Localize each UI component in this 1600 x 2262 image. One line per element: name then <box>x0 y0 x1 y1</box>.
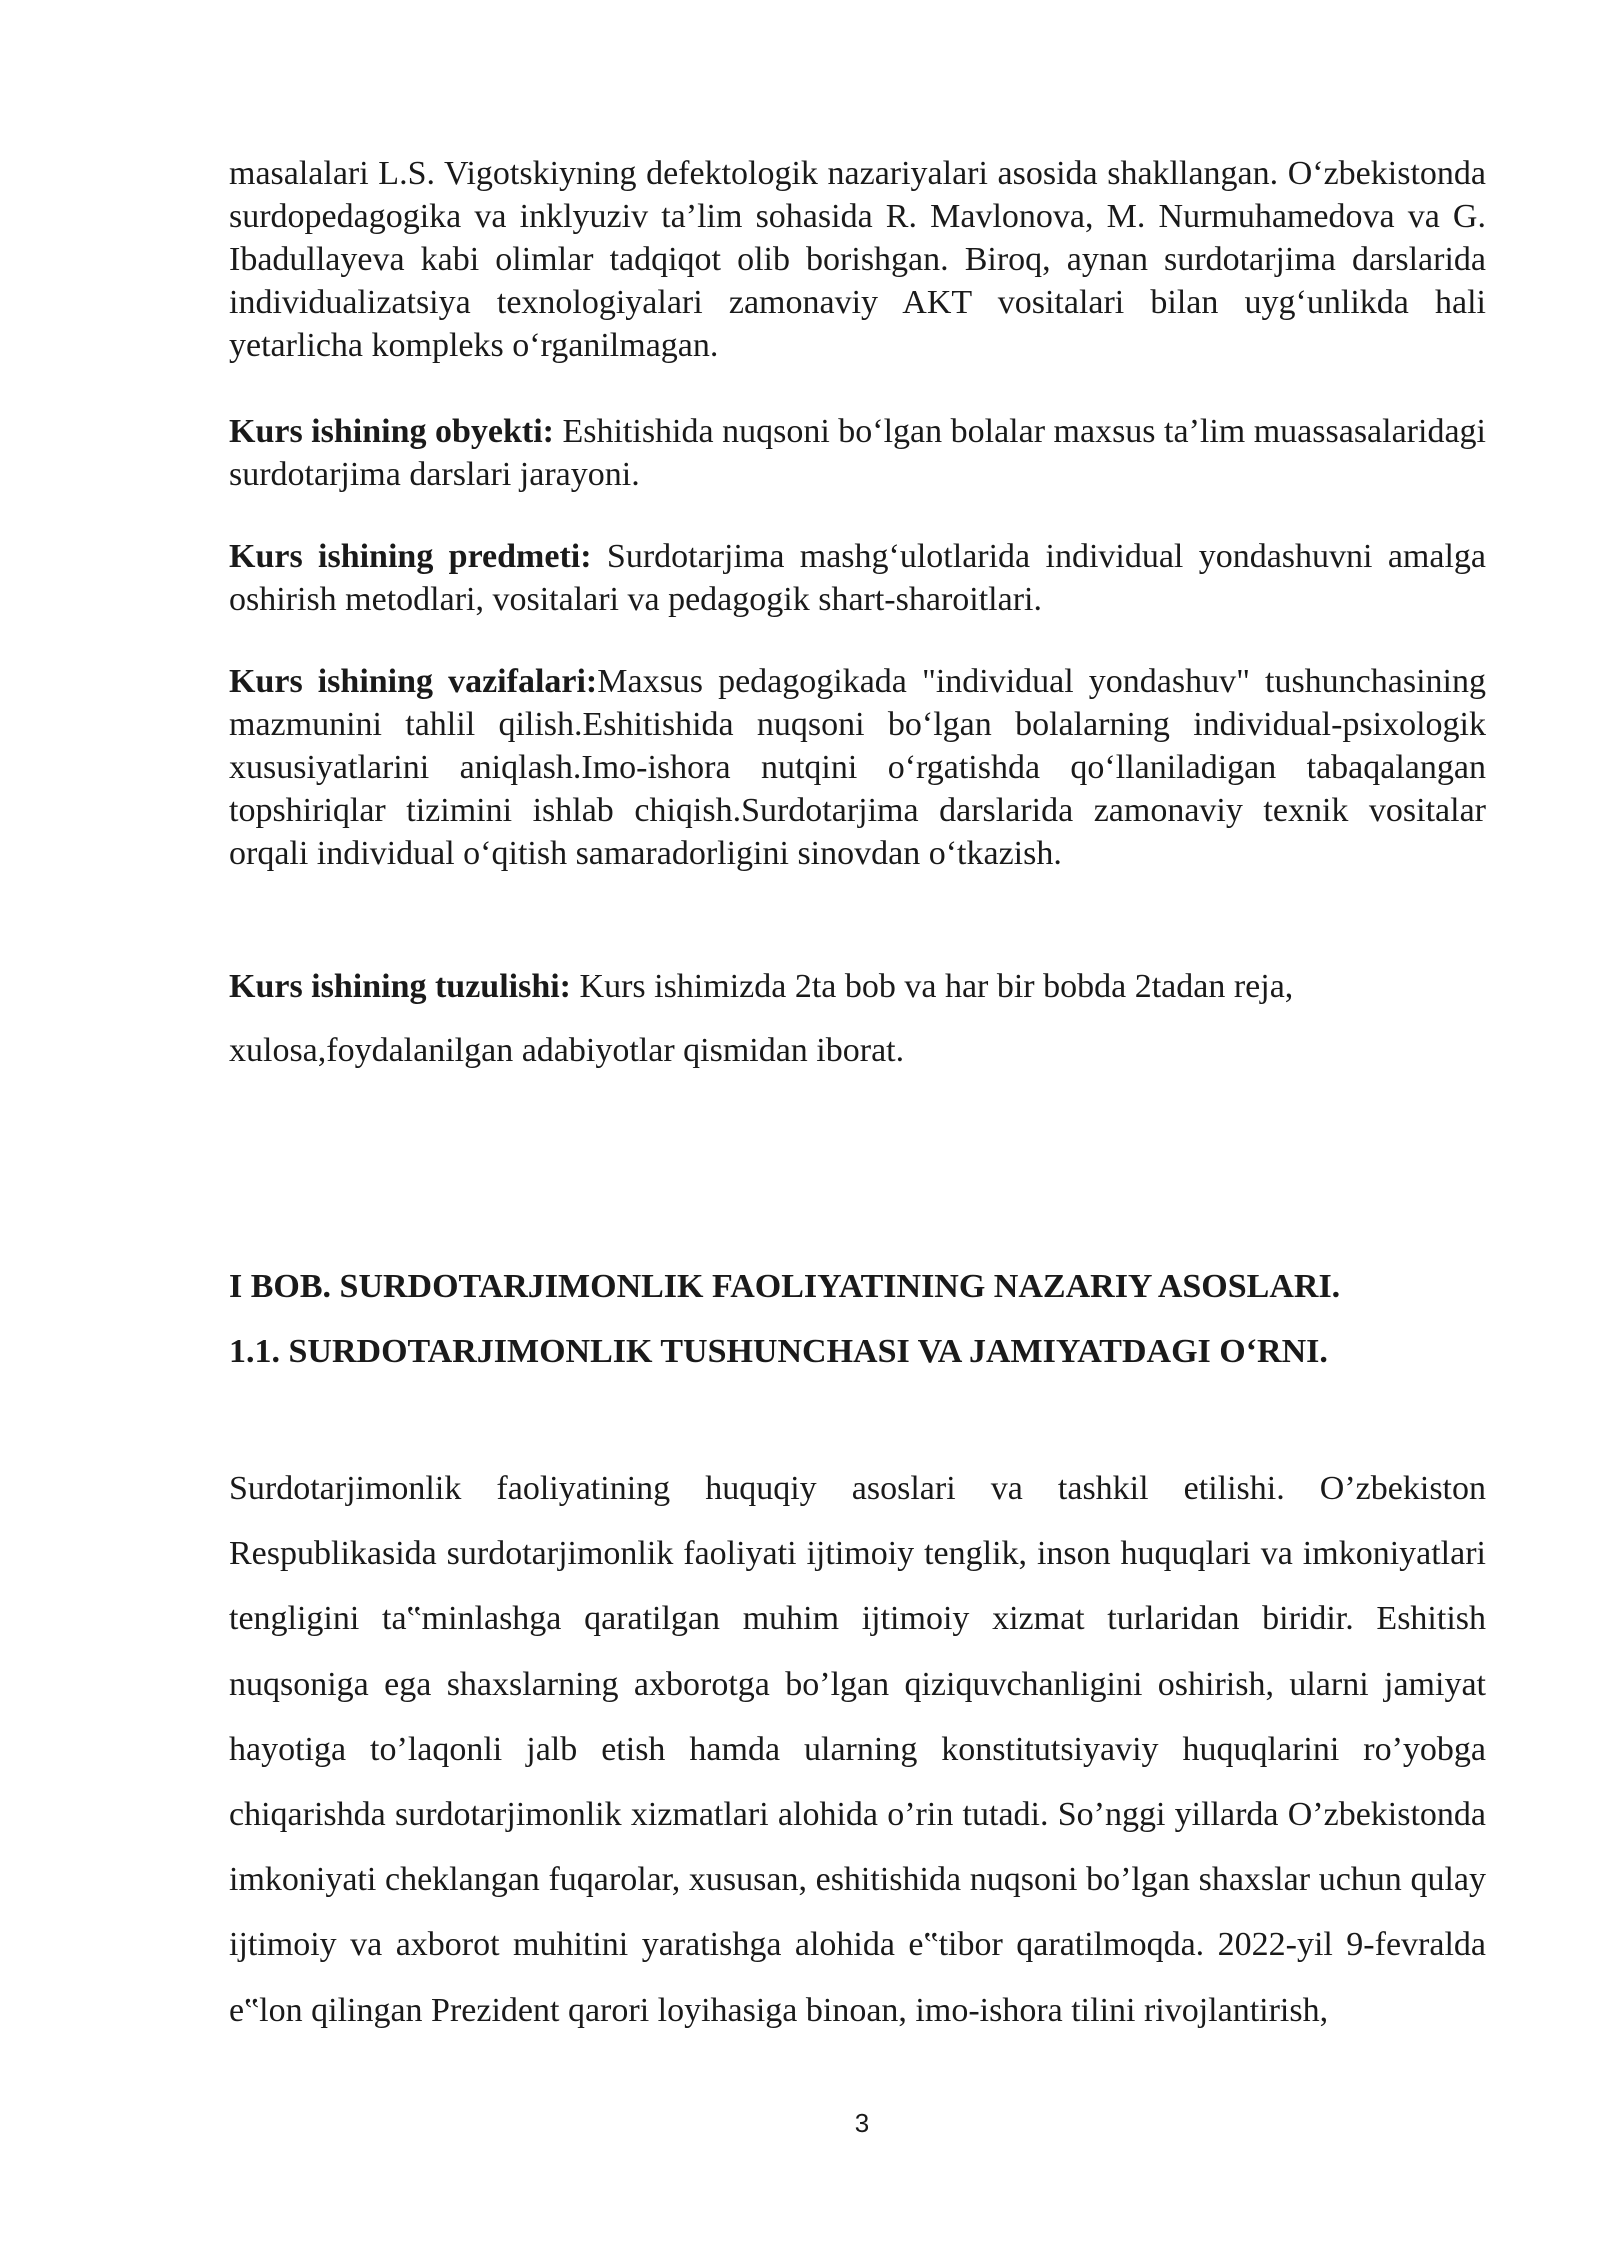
course-structure-label: Kurs ishining tuzulishi: <box>229 968 572 1005</box>
course-structure-text: Kurs ishimizda 2ta bob va har bir bobda 2tadan reja, xulosa,foydalanilgan adabiyotlar qismidan iborat. <box>229 968 1294 1069</box>
course-structure-paragraph <box>229 955 1486 1083</box>
chapter-title: I BOB. SURDOTARJIMONLIK FAOLIYATINING NAZARIY ASOSLARI. <box>229 1268 1341 1305</box>
course-object-text: Eshitishida nuqsoni bo‘lgan bolalar maxsus ta’lim muassasalaridagi surdotarjima darslari jarayoni. <box>229 413 1486 493</box>
course-tasks-paragraph <box>229 660 1486 875</box>
course-tasks-label: Kurs ishining vazifalari: <box>229 663 598 700</box>
course-subject-text: Surdotarjima mashg‘ulotlarida individual yondashuvni amalga oshirish metodlari, vositalari va pedagogik shart-sharoitlari. <box>229 538 1486 618</box>
page-number: 3 <box>854 2108 870 2138</box>
section-title: 1.1. SURDOTARJIMONLIK TUSHUNCHASI VA JAMIYATDAGI O‘RNI. <box>229 1333 1328 1370</box>
intro-paragraph: masalalari L.S. Vigotskiyning defektologik nazariyalari asosida shakllangan. O‘zbekistonda surdopedagogika va inklyuziv ta’lim sohasida R. Mavlonova, M. Nurmuhamedova va G. Ibadullayeva kabi olimlar tadqiqot olib borishgan. Biroq, aynan surdotarjima darslarida individualizatsiya texnologiyalari zamonaviy AKT vositalari bilan uyg‘unlikda hali yetarlicha kompleks o‘rganilmagan. <box>229 155 1486 364</box>
course-subject-paragraph <box>229 535 1486 621</box>
course-subject-label: Kurs ishining predmeti: <box>229 538 592 575</box>
course-object-label: Kurs ishining obyekti: <box>229 413 554 450</box>
chapter-body-paragraph: Surdotarjimonlik faoliyatining huquqiy asoslari va tashkil etilishi. O’zbekiston Respublikasida surdotarjimonlik faoliyati ijtimoiy tenglik, inson huquqlari va imkoniyatlari tengligini ta‟minlashga qaratilgan muhim ijtimoiy xizmat turlaridan biridir. Eshitish nuqsoniga ega shaxslarning axborotga bo’lgan qiziquvchanligini oshirish, ularni jamiyat hayotiga to’laqonli jalb etish hamda ularning konstitutsiyaviy huquqlarini ro’yobga chiqarishda surdotarjimonlik xizmatlari alohida o’rin tutadi. So’nggi yillarda O’zbekistonda imkoniyati cheklangan fuqarolar, xususan, eshitishida nuqsoni bo’lgan shaxslar uchun qulay ijtimoiy va axborot muhitini yaratishga alohida e‟tibor qaratilmoqda. 2022-yil 9-fevralda e‟lon qilingan Prezident qarori loyihasiga binoan, imo-ishora tilini rivojlantirish, <box>229 1470 1486 2029</box>
course-object-paragraph <box>229 410 1486 496</box>
course-tasks-text: Maxsus pedagogikada "individual yondashuv" tushunchasining mazmunini tahlil qilish.Eshitishida nuqsoni bo‘lgan bolalarning individual-psixologik xususiyatlarini aniqlash.Imo-ishora nutqini o‘rgatishda qo‘llaniladigan tabaqalangan topshiriqlar tizimini ishlab chiqish.Surdotarjima darslarida zamonaviy texnik vositalar orqali individual o‘qitish samaradorligini sinovdan o‘tkazish. <box>229 663 1486 872</box>
